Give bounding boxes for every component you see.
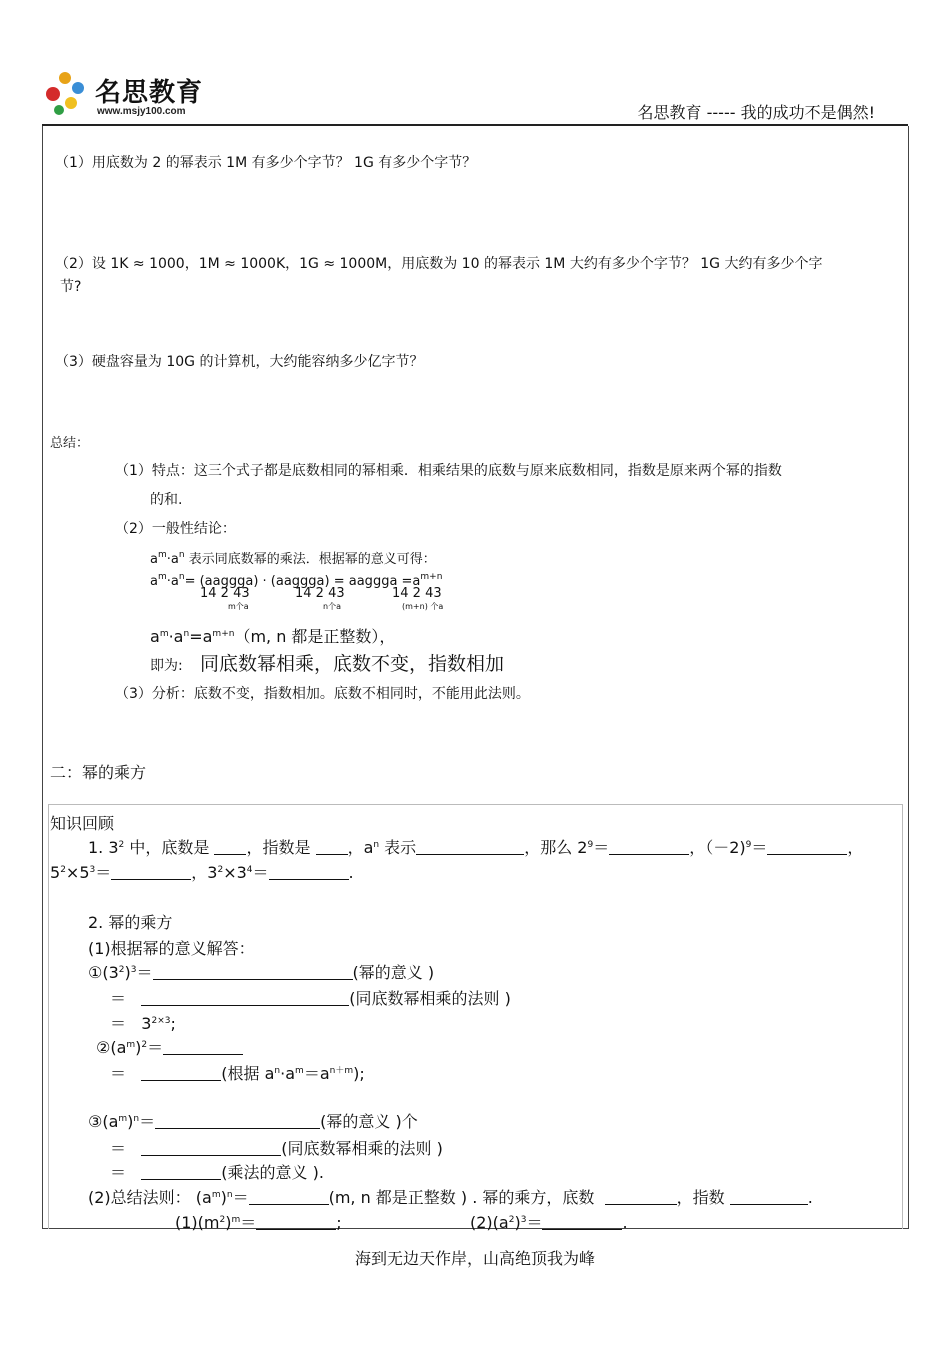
section-2-title: 二：幂的乘方 [50,763,147,782]
question-1: （1）用底数为 2 的幂表示 1M 有多少个字节？ 1G 有多少个字节？ [55,155,477,171]
logo-dots-icon [45,70,93,118]
logo [45,70,225,120]
calc-3-line-2: ＝ (同底数幂相乘的法则 ) [110,1139,443,1158]
definition-line: $a^m\cdot a^n$ 表示同底数幂的乘法．根据幂的意义可得： [150,550,436,567]
question-3: （3）硬盘容量为 10G 的计算机，大约能容纳多少亿字节？ [55,354,424,370]
calc-1-line-1: $①(3^2)^3=$ (幂的意义 ) [88,963,435,982]
exercise-2: $(2)(a^2)^3=$ . [470,1213,628,1232]
brace-n: 14 2 43 [295,586,345,601]
namely-label: 即为: [150,658,183,674]
question-2-line2: 节? [60,279,82,295]
exercise-1: $(1)(m^2)^m=$ ; [175,1213,342,1232]
review-line-1: 1. $3^2$ 中，底数是 ，指数是 ，$a^n$ 表示 ，那么 $2^9=$ ，（－2)$^9$＝ ， [88,838,864,857]
brace-label-m: m个a [228,602,249,611]
brace-label-n: n个a [323,602,341,611]
calc-2-line-1: $②(a^m)^2=$ [96,1035,243,1058]
calc-1-line-3: ＝ $3^{2\times 3}$; [110,1014,176,1033]
result-formula: $a^m\cdot a^n=a^{m+n}(m$, n 都是正整数）， [150,627,396,646]
calc-2-line-2: ＝ (根据 $a^n\cdot a^m=a^{n+m}$); [110,1064,365,1083]
review-section-2-title: 2. 幂的乘方 [88,913,173,932]
brace-m: 14 2 43 [200,586,250,601]
brace-mn: 14 2 43 [392,586,442,601]
calc-3-line-1: $③(a^m)^n=$ (幂的意义 )个 [88,1112,418,1131]
summary-heading: 总结： [50,436,90,451]
expansion-line: $a^m\cdot a^n=$ (aaggga) · (aaggga) = aaggga $=a^{m+n}$ [150,572,443,589]
summary-point-2: （2）一般性结论： [115,521,236,537]
brace-label-mn: (m+n) 个a [402,602,444,611]
logo-url: www.msjy100.com [97,106,186,117]
header-slogan: 名思教育 ----- 我的成功不是偶然! [637,103,875,122]
calc-1-line-2: ＝ (同底数幂相乘的法则 ) [110,989,511,1008]
rule-summary-line: (2)总结法则： $(a^m)^n= (m$, n 都是正整数 ) . 幂的乘方，底数 ，指数 . [88,1188,813,1207]
summary-point-1-cont: 的和. [150,492,183,508]
review-line-2: $5^2\times 5^3=$ ，$3^2\times 3^4=$ . [50,863,354,882]
summary-point-3: （3）分析：底数不变，指数相加。底数不相同时，不能用此法则。 [115,686,530,702]
rule-statement: 同底数幂相乘，底数不变，指数相加 [200,653,505,675]
logo-brand: 名思教育 [95,78,204,108]
summary-point-1: （1）特点：这三个式子都是底数相同的幂相乘．相乘结果的底数与原来底数相同，指数是原来两个幂的指数 [115,463,782,479]
review-title: 知识回顾 [50,814,115,833]
review-section-2-question: (1)根据幂的意义解答： [88,939,255,958]
footer-motto: 海到无边天作岸，山高绝顶我为峰 [354,1249,595,1268]
question-2-line1: （2）设 1K ≈ 1000，1M ≈ 1000K，1G ≈ 1000M，用底数为 10 的幂表示 1M 大约有多少个字节？ 1G 大约有多少个字 [55,256,823,272]
calc-3-line-3: ＝ (乘法的意义 ). [110,1163,324,1182]
